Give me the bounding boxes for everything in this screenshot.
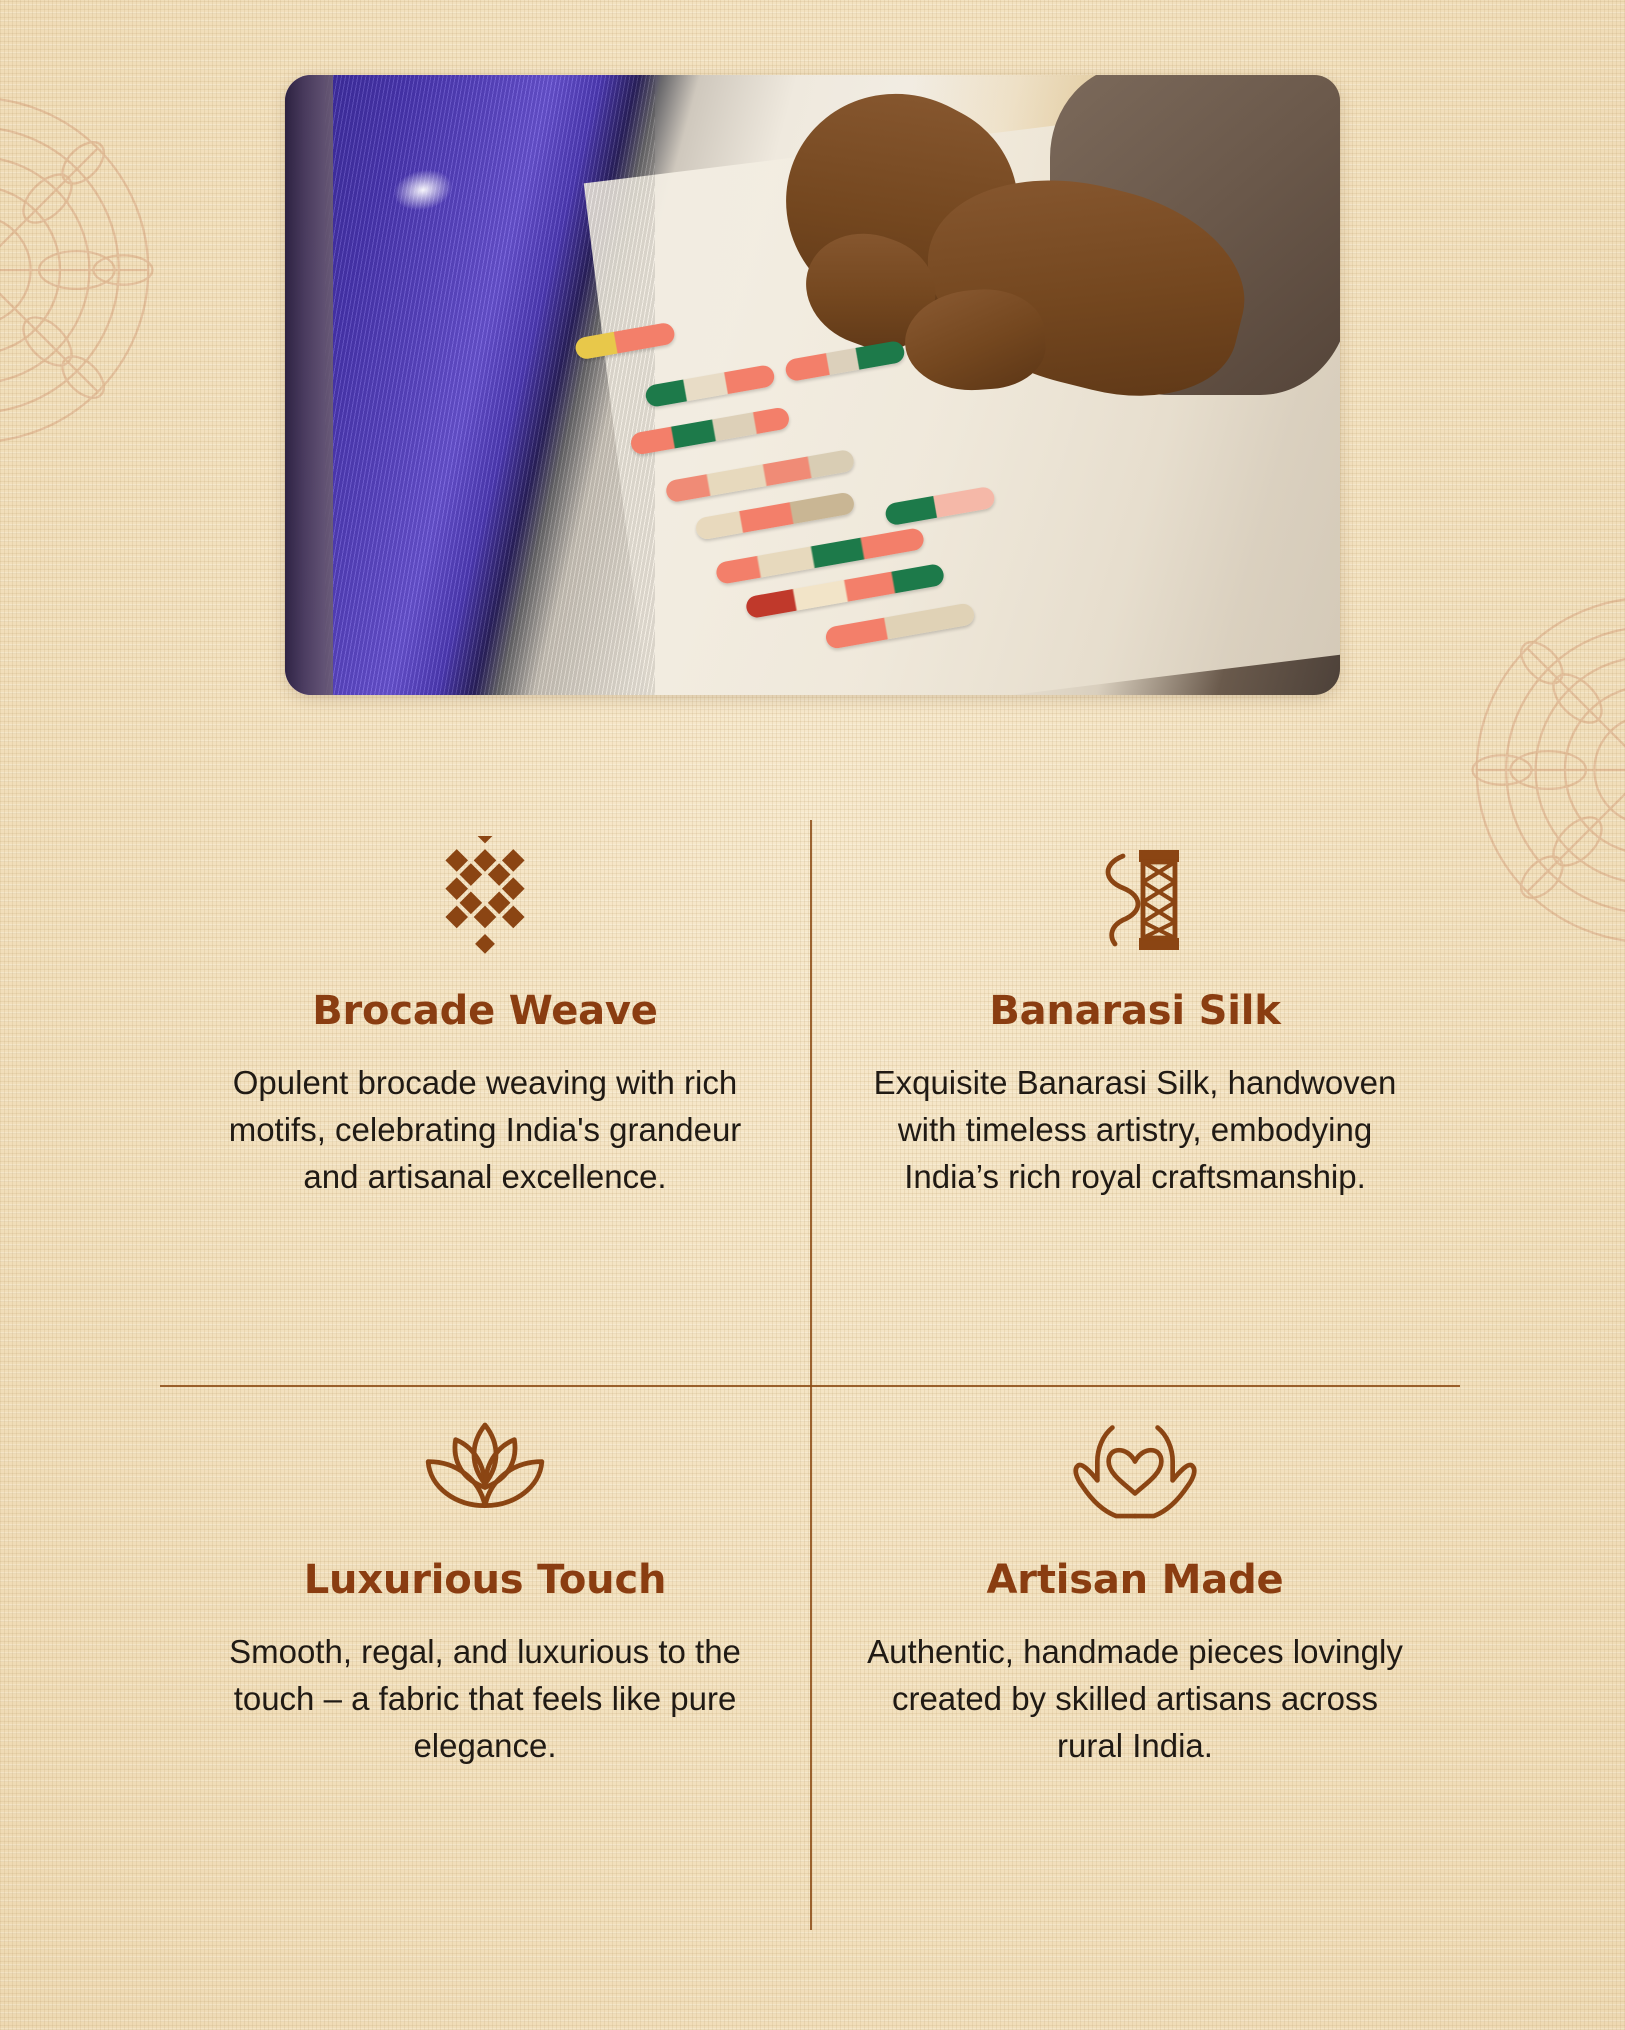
silk-thread-spool-icon — [1071, 830, 1199, 970]
feature-card-luxurious-touch — [160, 1365, 810, 1930]
mandala-ornament-left-icon — [0, 60, 270, 485]
hero-image — [285, 75, 1340, 695]
feature-title: Brocade Weave — [312, 988, 658, 1034]
warp-threads — [325, 75, 655, 695]
feature-card-brocade-weave — [160, 800, 810, 1365]
handloom-weaving-photo — [285, 75, 1340, 695]
feature-description: Opulent brocade weaving with rich motifs, celebrating India's grandeur and artisanal excellence. — [228, 1064, 742, 1195]
feature-title: Banarasi Silk — [989, 988, 1281, 1034]
feature-title: Artisan Made — [986, 1557, 1284, 1603]
lotus-icon — [419, 1399, 551, 1539]
feature-card-banarasi-silk — [810, 800, 1460, 1365]
feature-description: Authentic, handmade pieces lovingly created by skilled artisans across rural India. — [867, 1633, 1403, 1764]
hands-holding-heart-icon — [1071, 1399, 1199, 1539]
feature-description: Smooth, regal, and luxurious to the touch – a fabric that feels like pure elegance. — [229, 1633, 741, 1764]
feature-description: Exquisite Banarasi Silk, handwoven with timeless artistry, embodying India’s rich royal craftsmanship. — [873, 1064, 1397, 1195]
feature-card-artisan-made — [810, 1365, 1460, 1930]
feature-title: Luxurious Touch — [303, 1557, 667, 1603]
brocade-weave-icon — [421, 830, 549, 970]
feature-grid — [160, 800, 1460, 1930]
loom-beam — [285, 75, 333, 695]
